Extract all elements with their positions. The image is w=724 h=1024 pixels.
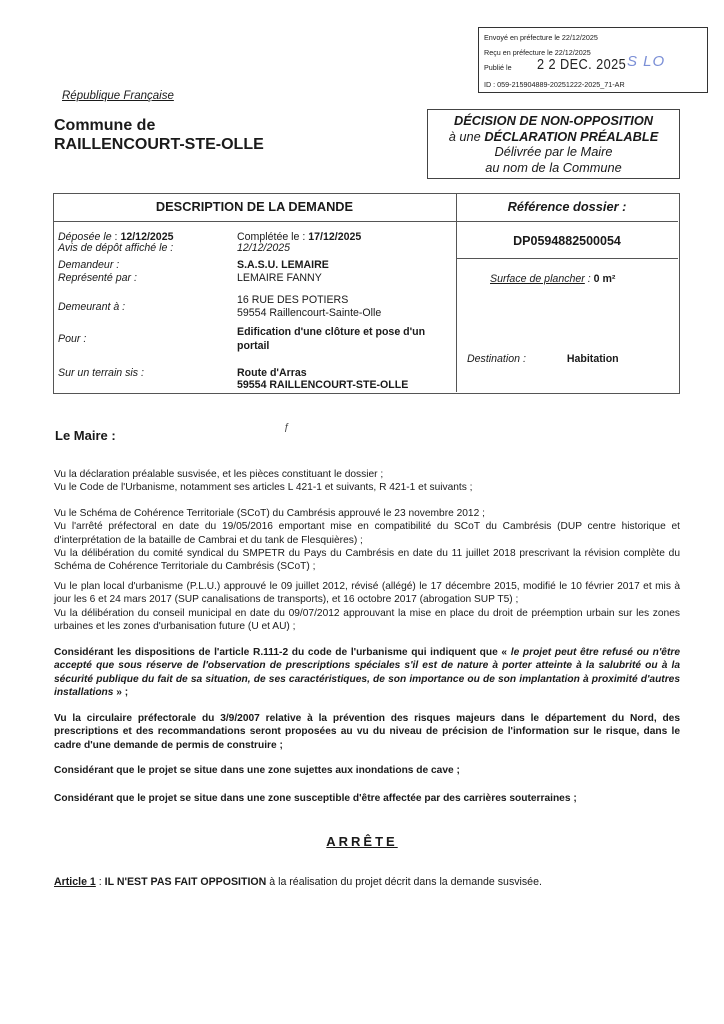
- vu-scot: Vu le Schéma de Cohérence Territoriale (SCoT) du Cambrésis approuvé le 23 novembre 2012 ;: [54, 508, 485, 519]
- stamp-publie-label: Publié le: [484, 63, 512, 72]
- vu-code-urbanisme: Vu le Code de l'Urbanisme, notamment ses articles L 421-1 et suivants, R 421-1 et suivants ;: [54, 482, 473, 494]
- stamp-envoye: Envoyé en préfecture le 22/12/2025: [484, 33, 598, 42]
- table-divider: [53, 221, 456, 222]
- considerant-carrieres: Considérant que le projet se situe dans une zone susceptible d'être affectée par des carrières souterraines ;: [54, 793, 577, 804]
- destination-value: Habitation: [566, 353, 619, 365]
- le-maire-heading: Le Maire :: [55, 428, 116, 443]
- surface-label: Surface de plancher: [490, 273, 585, 285]
- considerant-r111-2: [54, 646, 680, 699]
- demandeur-value: S.A.S.U. LEMAIRE: [237, 259, 329, 271]
- commune-name: RAILLENCOURT-STE-OLLE: [54, 136, 264, 153]
- represente-label: Représenté par :: [58, 272, 137, 284]
- surface-row: Surface de plancher : 0 m²: [490, 273, 616, 285]
- reference-heading: Référence dossier :: [507, 199, 627, 214]
- completee-value: 17/12/2025: [308, 231, 362, 243]
- stamp-id: ID : 059-215904889-20251222-2025_71-AR: [484, 80, 625, 89]
- scan-mark: ƒ: [284, 422, 290, 433]
- vu-deliberation-smpetr: Vu la délibération du comité syndical du SMPETR du Pays du Cambrésis en date du 11 juillet 2018 prescrivant la révision complète du Schéma de Cohérence Territoriale du Cambrésis (SCoT) ;: [54, 547, 680, 573]
- demeurant-line1: 16 RUE DES POTIERS: [237, 294, 349, 306]
- demeurant-line2: 59554 Raillencourt-Sainte-Olle: [237, 307, 382, 319]
- stamp-recu: Reçu en préfecture le 22/12/2025: [484, 48, 591, 57]
- pour-label: Pour :: [58, 333, 87, 345]
- article-1-separator: :: [95, 876, 105, 888]
- table-divider: [456, 258, 678, 259]
- article-1-label: Article 1: [54, 876, 96, 888]
- considerant-inondations: Considérant que le projet se situe dans une zone sujettes aux inondations de cave ;: [54, 765, 460, 776]
- decision-subtitle: [428, 129, 679, 145]
- considerant-r111-2-quote: le projet peut être refusé ou n'être accepté que sous réserve de l'observation de prescriptions spéciales s'il est de nature à porter atteinte à la salubrité ou à la sécurité publique du fait de sa situation, de ses caractéristiques, de son importance ou de son implantation à proximité d'autres installations: [54, 647, 680, 698]
- destination-label: Destination :: [467, 353, 526, 365]
- article-1-decision: IL N'EST PAS FAIT OPPOSITION: [104, 876, 267, 888]
- demandeur-label: Demandeur :: [58, 259, 120, 271]
- vu-circulaire: Vu la circulaire préfectorale du 3/9/2007 relative à la prévention des risques majeurs dans le département du Nord, des prescriptions et des recommandations seront proposées au vu du niveau de précision de l'information sur le risque, dans le cadre d'une demande de permis de construire ;: [54, 713, 680, 751]
- republique-francaise: République Française: [62, 90, 174, 102]
- deposee-value: 12/12/2025: [120, 231, 174, 243]
- vu-block-1: [54, 468, 680, 495]
- deposee-row: Déposée le : 12/12/2025: [58, 231, 174, 243]
- vu-arrete-prefectoral: Vu l'arrêté préfectoral en date du 19/05/2016 emportant mise en compatibilité du SCoT du Cambrésis (DUP centre historique et d'interprétation de la bataille de Cambrai et du tank de Flesquières) ;: [54, 521, 680, 546]
- description-heading: DESCRIPTION DE LA DEMANDE: [155, 199, 354, 214]
- pour-value-line2: portail: [237, 340, 270, 352]
- article-1: [54, 876, 542, 888]
- decision-subtitle-prefix: à une: [448, 128, 485, 144]
- decision-box: [427, 109, 680, 179]
- reference-number: DP0594882500054: [513, 234, 621, 248]
- decision-issuer: Délivrée par le Maire: [494, 144, 613, 159]
- surface-value: 0 m²: [593, 273, 616, 285]
- commune-line1: Commune de: [54, 117, 156, 134]
- considerant-r111-2-intro: Considérant les dispositions de l'article R.111-2 du code de l'urbanisme qui indiquent que «: [54, 647, 511, 658]
- completee-row: Complétée le : 17/12/2025: [237, 231, 362, 243]
- considerant-r111-2-end: » ;: [113, 686, 129, 698]
- avis-value: 12/12/2025: [237, 242, 291, 254]
- terrain-label: Sur un terrain sis :: [58, 367, 144, 379]
- handwritten-signature: S LO: [627, 53, 666, 70]
- stamp-publie-date: 2 2 DEC. 2025: [537, 56, 627, 73]
- terrain-line1: Route d'Arras: [237, 367, 307, 379]
- avis-label: Avis de dépôt affiché le :: [58, 242, 174, 254]
- decision-issuer-2: au nom de la Commune: [485, 159, 622, 175]
- vu-block-2: [54, 507, 680, 573]
- article-1-text: à la réalisation du projet décrit dans la demande susvisée.: [266, 876, 542, 888]
- destination-row: [467, 353, 619, 365]
- arrete-heading: ARRÊTE: [326, 834, 398, 849]
- decision-title: DÉCISION DE NON-OPPOSITION: [453, 113, 654, 128]
- prefecture-stamp: [478, 27, 708, 93]
- table-divider: [456, 221, 678, 222]
- commune-title: [54, 116, 264, 154]
- demeurant-label: Demeurant à :: [58, 301, 126, 313]
- vu-declaration: Vu la déclaration préalable susvisée, et les pièces constituant le dossier ;: [54, 469, 384, 480]
- table-divider: [456, 193, 457, 392]
- completee-label: Complétée le: [237, 231, 300, 243]
- pour-value-line1: Edification d'une clôture et pose d'un: [237, 326, 426, 338]
- vu-plu: Vu le plan local d'urbanisme (P.L.U.) approuvé le 09 juillet 2012, révisé (allégé) le 17 décembre 2015, modifié le 10 février 2017 et mis à jour les 6 et 24 mars 2017 (SUP canalisations de transports), et 16 octobre 2017 (abrogation SUP T5) ;: [54, 581, 680, 606]
- vu-block-3: [54, 580, 680, 633]
- terrain-line2: 59554 RAILLENCOURT-STE-OLLE: [237, 379, 409, 391]
- represente-value: LEMAIRE FANNY: [237, 272, 322, 284]
- deposee-label: Déposée le: [58, 231, 112, 243]
- vu-deliberation-conseil: Vu la délibération du conseil municipal en date du 09/07/2012 approuvant la mise en place du droit de préemption urbain sur les zones urbaines et les zones d'urbanisation future (U et AU) ;: [54, 607, 680, 632]
- decision-subtitle-bold: DÉCLARATION PRÉALABLE: [484, 128, 659, 144]
